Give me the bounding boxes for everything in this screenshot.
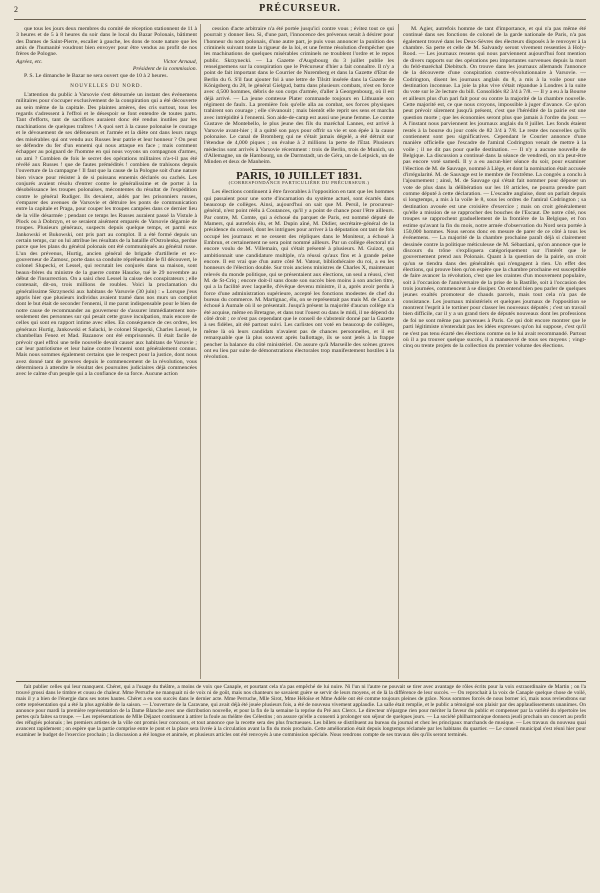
section-heading-nord: NOUVELLES DU NORD.	[70, 83, 143, 89]
feuilleton-rule	[16, 681, 586, 682]
bottom-feuilleton	[16, 684, 586, 889]
signer-name: Victor Arnaud,	[163, 58, 197, 65]
page-number: 2	[14, 5, 18, 14]
column-1	[16, 26, 197, 678]
col1-body: L'attention du public à Varsovie s'est détournée un instant des événemens militaires pour s'occuper exclusivement de la conspiration qui a été découverte au sein même de la capitale. Des plaintes amères, des cris surtout, tous les regards s'adressent à l'effroi et le désespoir se font entendre de toutes parts. Tant d'efforts, tant de sacrifices auraient donc été rendus inutiles par les machinations de quelques traîtres ! A quoi sert à la cause polonaise le courage et le dévouement de ses défenseurs et l'armée et la diète ont dans leurs rangs des misérables qui ont vendu aux Russes leur patrie et leur honneur ? On peut se défendre du fer d'un ennemi qui nous attaque en face ; mais comment échapper au poignard de l'homme en qui nous voyons un compagnon d'armes, un ami ? Combien de fois le secret des opérations militaires n'a-t-il pas été révélé aux Russes ! que de fautes prémédités ! combien de trahisons depuis l'ouverture de la campagne ! Il faut que la cause de la Pologne soit d'une nature bien vivace pour résister à de si puissans ennemis déclarés ou cachés. Les conjurés avaient résolu d'entrer contre le généralissime et de porter à la désobéissance les troupes polonaises, mécontentes du résultat de l'expédition contre le général Rudiger. Ils devaient, aidés par les prisonniers russes, s'emparer des avenues de Varsovie et détruire les ponts de communication entre la capitale et Praga, pour couper les troupes campées dans ce dernier lieu de la ville désarmée ; pendant ce temps les Russes auraient passé la Vistule à Plock ou à Dobrzyn, et se seraient aisément emparés de Varsovie dégarnie de troupes. Plusieurs généraux, suspects depuis quelque temps, et parmi eux Jankowski et Bukowski, ont pris part au complot. Il a été formé depuis un certain temps, car on lui attribue les résultats de la bataille d'Ostrolenka, perdue parce que les plans du général polonais ont été communiqués au général russe. L'un des prévenus, Hurtig, ancien général de brigade d'artillerie et ex-gouverneur de Zamosc, porte dans sa conduite répréhensible le fil découvert, le colonel Slupecki, et Lessel, qui recrutait les conjurés dans sa maison, sont beaux-frères du ministre de la guerre comte Haucke, tué le 29 novembre au début de l'insurrection. On a saisi chez Lessel la caisse des conspirateurs ; elle contenait, dit-on, trois millions de roubles. Voici la proclamation du généralissime Skrzynecki aux habitans de Varsovie (30 juin) : « Lorsque j'eus appris hier que plusieurs individus avaient tramé dans nos murs un complot dont le but était de seconder l'ennemi, il me parut indispensable pour le bien de notre cause de recommander au gouverneur de s'assurer immédiatement non-seulement des personnes sur qui pesait cette grave inculpation, mais encore de celles qui sont en rapport intime avec elles. En conséquence de ces ordres, les généraux Hurtig, Jankowski et Salacki, le colonel Slupecki, Charles Lessel, le chambellan Fenez et Mad. Bazanow ont été emprisonnés. Il était facile de prévoir quel effroi une telle nouvelle devait causer aux habitans de Varsovie ; car leur patriotisme et leur haine contre l'ennemi sont généralement connus. Mais nous sommes également certains que le respect pour la justice, dont nous avez donné tant de preuves depuis le commencement de la révolution, vous déterminera à attendre le résultat des poursuites judiciaires déjà commencées avec le calme d'un peuple qui a la confiance de sa force. Aucune action	[16, 92, 197, 378]
postscript: P. S. Le dimanche le Bazar ne sera ouvert que de 10 à 2 heures.	[24, 73, 168, 80]
header-rule	[14, 19, 586, 20]
col2-body-top: cession d'acte arbitraire n'a été portée jusqu'ici contre vous ; évitez tout ce qui pourrait y donner lieu. Si, d'une part, l'innocence des prévenus serait à désirer pour l'honneur du nom polonais, d'une autre part, je puis vous annoncer la punition des criminels suivant toute la rigueur de la loi, et une ferme résolution d'empêcher que les machinations de quelques misérables criminels ne troublent l'ordre et le repos public. Skrzynecki. — La Gazette d'Augsbourg du 3 juillet publie les renseignemens sur la conspiration que le Précurseur d'hier a fait connaître. Il n'y a point de fait important dans le Courrier de Nuremberg et dans la Gazette d'Etat de Berlin du 6. S'il faut ajouter foi à une lettre de Tilsitt insérée dans la Gazette de Königsberg du 28, le général Gielgud, battu dans plusieurs combats, n'est en force avec 4,500 hommes, débris de son corps d'armée, d'aller à Georgenbourg, où il est déjà arrivé. — La jeune comtesse Plater commande toujours en Lithuanie son régiment de faulx. La première fois qu'elle alla au combat, ses forces physiques trahirent son courage ; elle s'évanouit ; mais bientôt elle reprit ses sens et marcha avec intrépidité à l'ennemi. Son aide-de-camp est aussi une jeune femme. Le comte Gustave de Montebello, le plus jeune des fils du maréchal Lannes, est arrivé à Varsovie avant-hier ; il a quitté son pays pour offrir sa vie et son épée à la cause polonaise. Le canal de Bromberg qui ne s'était jamais dégelé, a été détruit sur l'étendue de 4,000 piques ; on évalue à 2 millions la perte de l'Etat. Plusieurs médecins sont arrivés à Varsovie récemment : trois de Berlin, trois de Munich, un d'Allemagne, un de Hambourg, un de Darmstadt, un de Géra, un de Leipsick, un de Minden et deux de Manheim.	[204, 26, 394, 166]
col2-body-bottom: Les élections continuent à être favorables à l'opposition en tant que les hommes qui passaient pour une sorte d'incarnation du système actuel, sont écartés dans beaucoup de collèges. Ainsi, aujourd'hui on sait que M. Persil, le procureur-général, n'est point réélu à Coutances, qu'il y a point de chance pour l'être ailleurs. Par contre, M. Comte, qui a échoué du parquet de Paris, est nommé député de Mamers, qui autrefois élu, et M. Dupin aîné, M. Didier, secrétaire-général de la présidence du conseil, dont les intrigues pour arriver à la députation ont tant de fois occupé les journaux et ne cessent des répliques dans le Moniteur, a échoué à Embrun, et certainement ne sera point nommé ailleurs. Par un collège électoral n'a encore voulu de M. Villemain, qui s'était présenté à plusieurs. M. Guizot, qui ambitionnait une candidature multiple, n'a réussi qu'aux fins et à grande peine encore. Il est vrai que d'un autre côté M. Vatout, bibliothécaire du roi, a eu les honneurs de l'élection double. Sur trois anciens ministres de Charles X, maintenant relevés du monde politique, qui se présentaient aux élections, un seul a réussi, c'est M. de St-Criq ; encore doit-il sans doute son succès bien moins à son ancien titre, qui a la facilité avec laquelle, d'évêque devenu ministre, il a, après avoir perdu à force d'une administration supérieure, accepté les fonctions modestes de chef du bureau du commerce. M. Martignac, élu, on se représentait pas mais M. de Caux a échoué à Aumale où il se présentait. Jusqu'à présent la majorité d'aucun collège n'a été acquise, même en Bretagne, et dans tout l'ouest ou dans le midi, il ne dépend du côté droit ; ce n'est pas cependant que le conseil de s'abstenir donné par la Gazette à ses fidèles, ait été partout suivi. Les carlistes ont voté en beaucoup de collèges, même là où leurs candidats n'avaient pas de chances personnelles, et il est remarquable que là plus souvent après ballottage, ils se sont jetés à la frappe pencher la balance du côté ministériel. On assure qu'à Marseille des scènes graves ont eu lieu par suite de démonstrations électorales trop manifestement hostiles à la révolution.	[204, 189, 394, 361]
column-divider-2	[398, 24, 399, 679]
col3-body: M. Agier, autrefois homme de tant d'importance, et qui n'a pas même été continué dans ses fonctions de colonel de la garde nationale de Paris, n'a pas également trouvé dans les Deux-Sèvres des électeurs disposés à le renvoyer à la chambre. Sa perte et celle de M. Salvandy seront vivement ressenties à Holy-Rood. — Les journaux ressens qui nous parviennent aujourd'hui font mention de divers rapports sur des opérations peu importantes survenues depuis la mort du feld-maréchal Diebitsch. On trouve dans les journaux allemands l'annonce de la découverte d'une conspiration contre-révolutionnaire à Varsovie. — Codrington, disent les journaux anglais du 8, a mis à la voile pour une destination inconnue. La joie la plus vive s'était répandue à Londres à la suite du vote sur le 2e lecture du bill. Consolidés 82 3/4 à 7/8. — Il y a eu à la Bourse et ailleurs plus d'un pari fait pour ou contre la majorité de la chambre nouvelle. Cette majorité est, ce que nous croyons, impossible à juger d'avance. Ce qu'on peut prévoir sûrement jusqu'à présent, c'est que l'hérédité de la pairie est une question morte ; que les économies seront plus que jamais à l'ordre du jour. — A l'instant nous parviennent les journaux anglais du 8 juillet. Les fonds étaient restés à la bourse du jour cotés de 82 3/4 à 7/8. Le reste des nouvelles qu'ils contiennent sont peu significatives. Cependant le Courier annonce d'une manière officielle que l'escadre de l'amiral Codrington venait de mettre à la voile ; il ne dit pas pour quelle destination. — Il n'y a aucune nouvelle de Belgique. La discussion a continué dans la séance de vendredi, on n'a peut-être pas encore voté samedi. Il y a eu aucun-hier séance du soir, pour examiner l'élection de M. de Sauvage, nommé à Liège, et dont la nomination était accusée d'irrégularité. M. de Sauvage est le membre de l'extrême. La congrès a conclu à l'ajournement ; ainsi, M. de Sauvage qui s'était fait nommer pour déposer un vote de plus dans la délibération sur les 18 articles, ne pourra prendre part comme député à cette déclaration. — L'escadre anglaise, dont on parlait depuis si longtemps, a mis à la voile le 8, sous les ordres de l'amiral Codrington ; sa destination avouée est une croisière d'exercice ; mais on croit généralement qu'elle a mission de se rapprocher des bouches de l'Escaut. De notre côté, nos troupes se rapprochent graduellement de la frontière de la Belgique, et l'on estime qu'avant la fin du mois, notre armée d'observation du Nord sera portée à 150,000 hommes. Nous serons donc en mesure de parer de ce côté à tous les événemens. — La majorité de la chambre prochaine paraît déjà si clairement dessinée contre la politique méticuleuse de M. Sébastiani, qu'on annonce que le discours du trône s'expliquera catégoriquement sur l'intérêt que le gouvernement prend aux Polonais. Quant à la question de la pairie, on croit qu'un se tiendra dans des généralités qui n'engagent à rien. Un effet des élections, qui prouve bien qu'on espère que la chambre prochaine est susceptible de faire avancer la révolution, c'est que les craintes d'un mouvement populaire, soit à l'occasion de l'anniversaire de la prise de la Bastille, soit à l'occasion des trois journées, commencent à se dissiper. On entend bien peu parler de quelques jeunes exaltés promoteur de chauds parcels, mais tout cela n'a pas de consistance. Les journaux ministériels et quelques journaux de l'opposition se montrent l'esprit à le tortiner pour classer les nouveaux députés ; c'est un travail bien difficile, car il y a un grand tiers de députés nouveaux dont les professions de foi ne sont même pas parvenues à Paris. Ce qui doit encore montrer que le parti légitimiste n'entendait pas les idées expresses qu'on lui suppose, c'est qu'il ne s'est pas tenu écarté des élections comme on le lui avait recommandé. Partout où il a pu trouver quelque succès, il a manœuvré de tous ses moyens ; vingt-cinq ou trente projets de la collection du premier volume des élections.	[403, 26, 586, 350]
feuilleton-body: fait publier celles qui leur manquent. Chéret, qui a l'usage du théâtre, a moins de voix que Canaple, et pourtant cela n'a pas empêché de lui nuire. Ni l'un ni l'autre ne pouvait se tirer avec avantage de rôles écrits pour la voix extraordinaire de Martin ; on l'a trouvé grossi dans le timbre et cousu de chaleur. Mme Perruche ne manquait ni de voix ni de goût, mais nos chanteurs ne savaient guère se servir de leurs moyens, et de là la différence de leur succès. — On reprochait à la voix de Canaple quelque chose de voilé, mais il y a bien de l'énergie dans ses notes hautes. Chéret a eu son succès dans le dernier acte. Mme Perruche, Mlle Sirot, Mme Héloïse et Mme Adèle ont été comme toujours pleines de grâce. Nous sommes forcés de nous borner ici, mais nous reviendrons sur cette représentation qui a été la plus agréable de la saison. — L'ouverture de la Caravane, qui avait déjà été jouée plusieurs fois, a été de nouveau vivement applaudie. La salle était remplie, et le public a témoigné son plaisir par des applaudissements unanimes. On annonce pour mardi la première représentation de la Dame Blanche avec une distribution nouvelle, et pour la fin de la semaine la reprise du Pré aux Clercs. Le directeur n'épargne rien pour mériter la faveur du public et compenser par la variété du répertoire les pertes qu'a faites sa troupe. — Les représentations de Mlle Déjazet continuent à attirer la foule au théâtre des Célestins ; on assure qu'elle a consenti à prolonger son séjour de quelques jours. — La société philharmonique donnera jeudi prochain un concert au profit des réfugiés polonais ; les premiers artistes de la ville ont promis leur concours, et tout annonce que la recette sera des plus fructueuses. Les billets se distribuent au bureau du journal et chez les principaux marchands de musique. — Les travaux du nouveau quai avancent rapidement ; on espère que la partie comprise entre le pont et la place sera livrée à la circulation avant la fin du mois prochain. Cette amélioration était depuis longtemps réclamée par les habitans du quartier. — Le conseil municipal s'est réuni hier pour examiner le budget de l'exercice prochain ; la discussion a été longue et animée, et plusieurs articles ont été renvoyés à une commission spéciale. Nous rendrons compte de ses travaux dès qu'ils seront terminés.	[16, 684, 586, 738]
column-divider-1	[200, 24, 201, 679]
col1-lead-paragraph: que tous les jours deux membres du comité de réception stationnent de 11 à 3 heures et de 5 à 8 heures du soir dans le local du Bazar Polonais, bâtiment des Dames de Saint-Pierre, escalier à gauche, les dons de toute nature que les amis de l'humanité voudront bien envoyer pour être vendus au profit de nos frères de Pologne.	[16, 26, 197, 58]
column-3	[403, 26, 586, 678]
paris-dateline: PARIS, 10 JUILLET 1831.	[236, 169, 362, 182]
agree-line: Agréez, etc.	[16, 58, 43, 65]
masthead-title: PRÉCURSEUR.	[259, 3, 341, 14]
correspondence-label: (CORRESPONDANCE PARTICULIÈRE DU PRÉCURSEUR.)	[228, 179, 370, 185]
signature-row	[16, 59, 197, 65]
column-2	[204, 26, 394, 678]
page-header	[0, 0, 600, 20]
signer-title: Président de la commission.	[132, 66, 197, 73]
